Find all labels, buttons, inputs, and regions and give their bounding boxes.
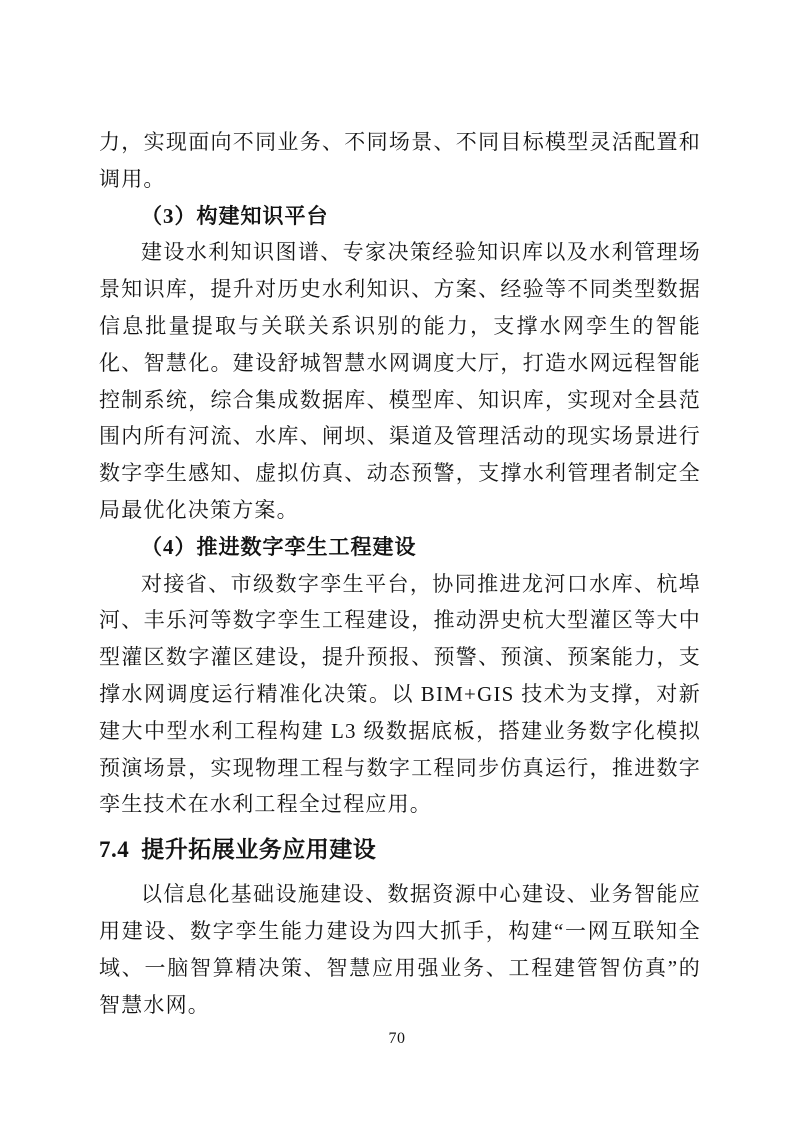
page-number: 70 xyxy=(388,1030,406,1047)
paragraph-continuation: 力，实现面向不同业务、不同场景、不同目标模型灵活配置和调用。 xyxy=(99,130,701,191)
document-body xyxy=(99,124,701,1023)
paragraph-knowledge-platform: 建设水利知识图谱、专家决策经验知识库以及水利管理场景知识库，提升对历史水利知识、方案、经验等不同类型数据信息批量提取与关联关系识别的能力，支撑水网孪生的智能化、智慧化。建设舒城智慧水网调度大厅，打造水网远程智能控制系统，综合集成数据库、模型库、知识库，实现对全县范围内所有河流、水库、闸坝、渠道及管理活动的现实场景进行数字孪生感知、虚拟仿真、动态预警，支撑水利管理者制定全局最优化决策方案。 xyxy=(99,240,701,522)
section-title: 提升拓展业务应用建设 xyxy=(141,836,377,863)
paragraph-business-application: 以信息化基础设施建设、数据资源中心建设、业务智能应用建设、数字孪生能力建设为四大抓手，构建“一网互联知全域、一脑智算精决策、智慧应用强业务、工程建管智仿真”的智慧水网。 xyxy=(99,882,701,1017)
section-heading-7-4 xyxy=(99,827,701,872)
sub-heading-4-digital-twin-project: （4）推进数字孪生工程建设 xyxy=(141,534,417,559)
paragraph-digital-twin-project: 对接省、市级数字孪生平台，协同推进龙河口水库、杭埠河、丰乐河等数字孪生工程建设，推动淠史杭大型灌区等大中型灌区数字灌区建设，提升预报、预警、预演、预案能力，支撑水网调度运行精准化决策。以 BIM+GIS 技术为支撑，对新建大中型水利工程构建 L3 级数据底板，搭建业务数字化模拟预演场景，实现物理工程与数字工程同步仿真运行，推进数字孪生技术在水利工程全过程应用。 xyxy=(99,571,701,817)
section-number: 7.4 xyxy=(99,837,130,863)
sub-heading-3-knowledge-platform: （3）构建知识平台 xyxy=(141,203,329,228)
